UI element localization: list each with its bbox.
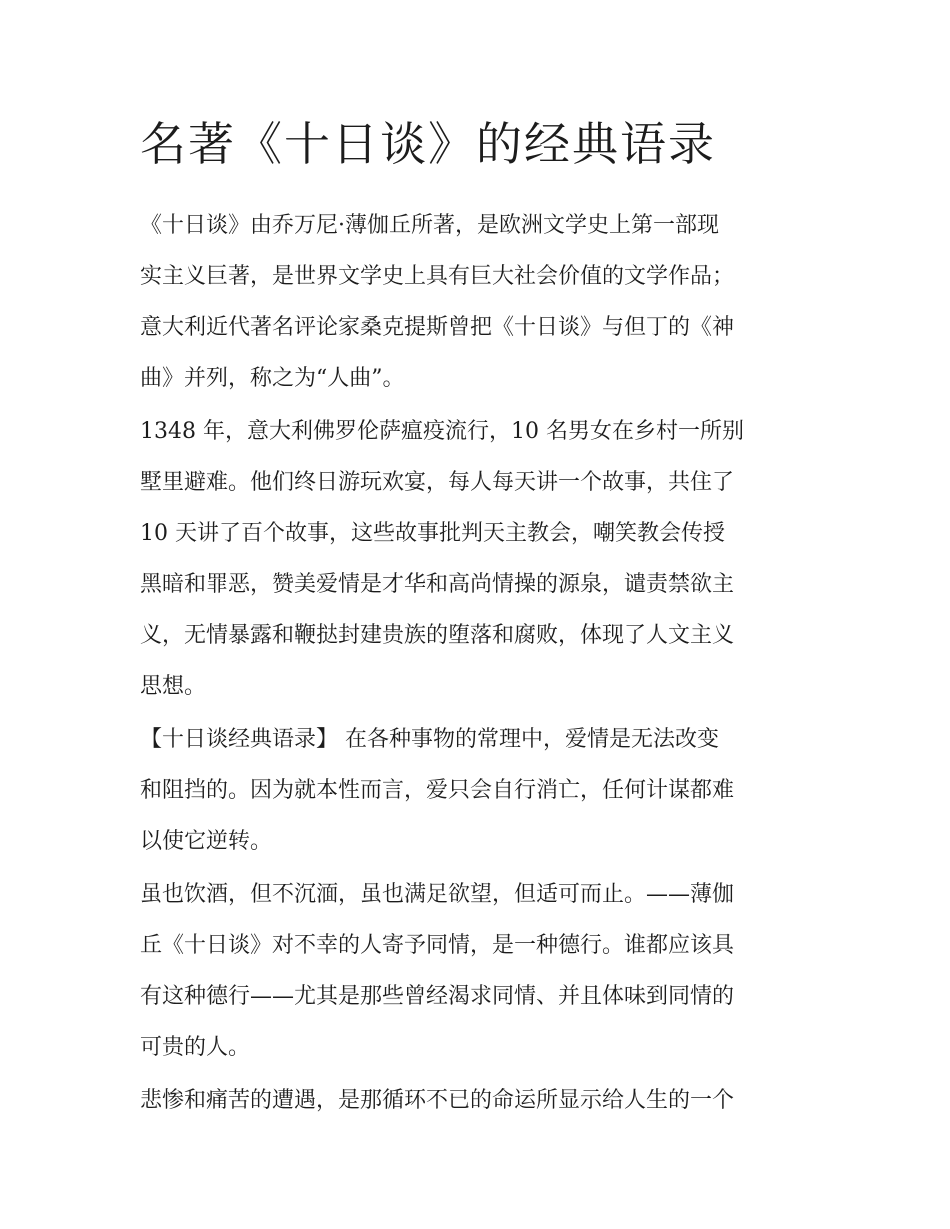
text-line: 丘《十日谈》对不幸的人寄予同情，是一种德行。谁都应该具: [140, 933, 735, 958]
text-line: 思想。: [140, 674, 207, 699]
text-line: 1348 年，意大利佛罗伦萨瘟疫流行，10 名男女在乡村一所别: [140, 419, 744, 444]
text-line: 【十日谈经典语录】 在各种事物的常理中，爱情是无法改变: [140, 727, 719, 752]
text-line: 和阻挡的。因为就本性而言，爱只会自行消亡，任何计谋都难: [140, 778, 735, 803]
text-line: 以使它逆转。: [140, 829, 273, 854]
text-line: 墅里避难。他们终日游玩欢宴，每人每天讲一个故事，共住了: [140, 470, 735, 495]
document-title: 名著《十日谈》的经典语录: [140, 117, 716, 171]
text-line: 虽也饮酒，但不沉湎，虽也满足欲望，但适可而止。——薄伽: [140, 882, 735, 907]
text-line: 可贵的人。: [140, 1035, 251, 1060]
text-line: 10 天讲了百个故事，这些故事批判天主教会，嘲笑教会传授: [140, 521, 725, 546]
paragraph-quote-virtue: [140, 869, 815, 1073]
paragraph-quote-love: [140, 714, 815, 867]
text-line: 黑暗和罪恶，赞美爱情是才华和高尚情操的源泉，谴责禁欲主: [140, 572, 735, 597]
text-line: 悲惨和痛苦的遭遇，是那循环不已的命运所显示给人生的一个: [140, 1088, 735, 1113]
text-line: 有这种德行——尤其是那些曾经渴求同情、并且体味到同情的: [140, 984, 735, 1009]
text-line: 义，无情暴露和鞭挞封建贵族的堕落和腐败，体现了人文主义: [140, 623, 735, 648]
paragraph-quote-fate: [140, 1075, 815, 1126]
paragraph-intro: [140, 200, 815, 404]
text-line: 《十日谈》由乔万尼·薄伽丘所著，是欧洲文学史上第一部现: [140, 213, 719, 238]
document-page: [140, 112, 815, 1128]
text-line: 实主义巨著，是世界文学史上具有巨大社会价值的文学作品；: [140, 264, 735, 289]
text-line: 曲》并列，称之为“人曲”。: [140, 366, 405, 391]
text-line: 意大利近代著名评论家桑克提斯曾把《十日谈》与但丁的《神: [140, 315, 735, 340]
paragraph-background: [140, 406, 815, 712]
